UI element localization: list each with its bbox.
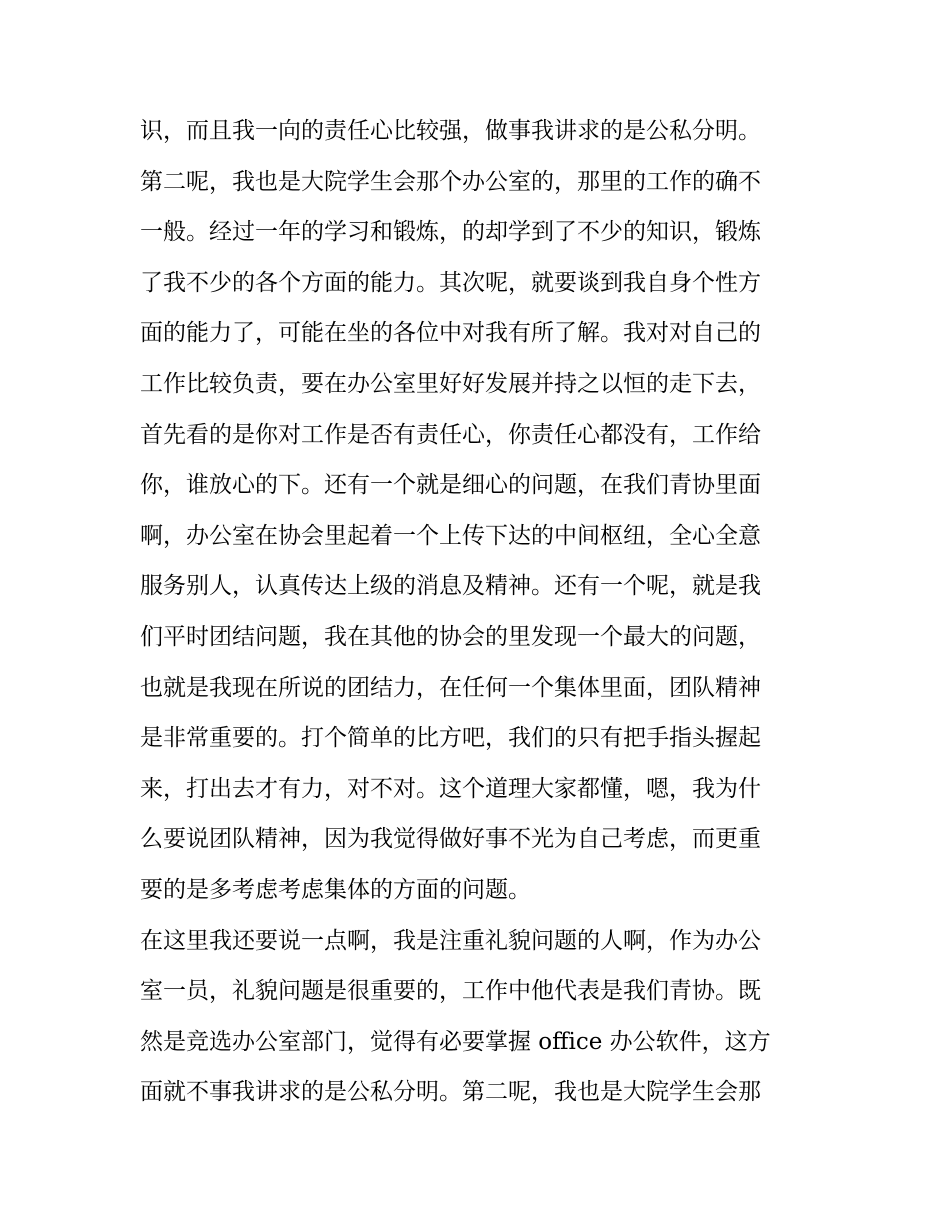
text-line: 是非常重要的。打个简单的比方吧，我们的只有把手指头握起 (140, 725, 761, 752)
text-line: 然是竞选办公室部门，觉得有必要掌握 office 办公软件，这方 (140, 1028, 771, 1055)
text-line: 面的能力了，可能在坐的各位中对我有所了解。我对对自己的 (140, 320, 761, 347)
text-line: 一般。经过一年的学习和锻炼，的却学到了不少的知识，锻炼 (140, 219, 761, 246)
text-line: 服务别人，认真传达上级的消息及精神。还有一个呢，就是我 (140, 573, 761, 600)
text-line: 要的是多考虑考虑集体的方面的问题。 (140, 876, 531, 903)
text-line: 面就不事我讲求的是公私分明。第二呢，我也是大院学生会那 (140, 1079, 761, 1106)
text-line: 室一员，礼貌问题是很重要的，工作中他代表是我们青协。既 (140, 978, 761, 1005)
text-line: 也就是我现在所说的团结力，在任何一个集体里面，团队精神 (140, 674, 761, 701)
text-line: 首先看的是你对工作是否有责任心，你责任心都没有，工作给 (140, 421, 761, 448)
text-line: 们平时团结问题，我在其他的协会的里发现一个最大的问题， (140, 623, 761, 650)
text-line: 第二呢，我也是大院学生会那个办公室的，那里的工作的确不 (140, 168, 761, 195)
body-text (140, 106, 816, 1118)
text-line: 在这里我还要说一点啊，我是注重礼貌问题的人啊，作为办公 (140, 927, 761, 954)
text-line: 啊，办公室在协会里起着一个上传下达的中间枢纽，全心全意 (140, 522, 761, 549)
text-line: 了我不少的各个方面的能力。其次呢，就要谈到我自身个性方 (140, 269, 761, 296)
text-line: 工作比较负责，要在办公室里好好发展并持之以恒的走下去， (140, 370, 761, 397)
text-line: 么要说团队精神，因为我觉得做好事不光为自己考虑，而更重 (140, 826, 761, 853)
text-line: 来，打出去才有力，对不对。这个道理大家都懂，嗯，我为什 (140, 775, 761, 802)
text-line: 识，而且我一向的责任心比较强，做事我讲求的是公私分明。 (140, 118, 761, 144)
text-line: 你，谁放心的下。还有一个就是细心的问题，在我们青协里面 (140, 472, 761, 499)
